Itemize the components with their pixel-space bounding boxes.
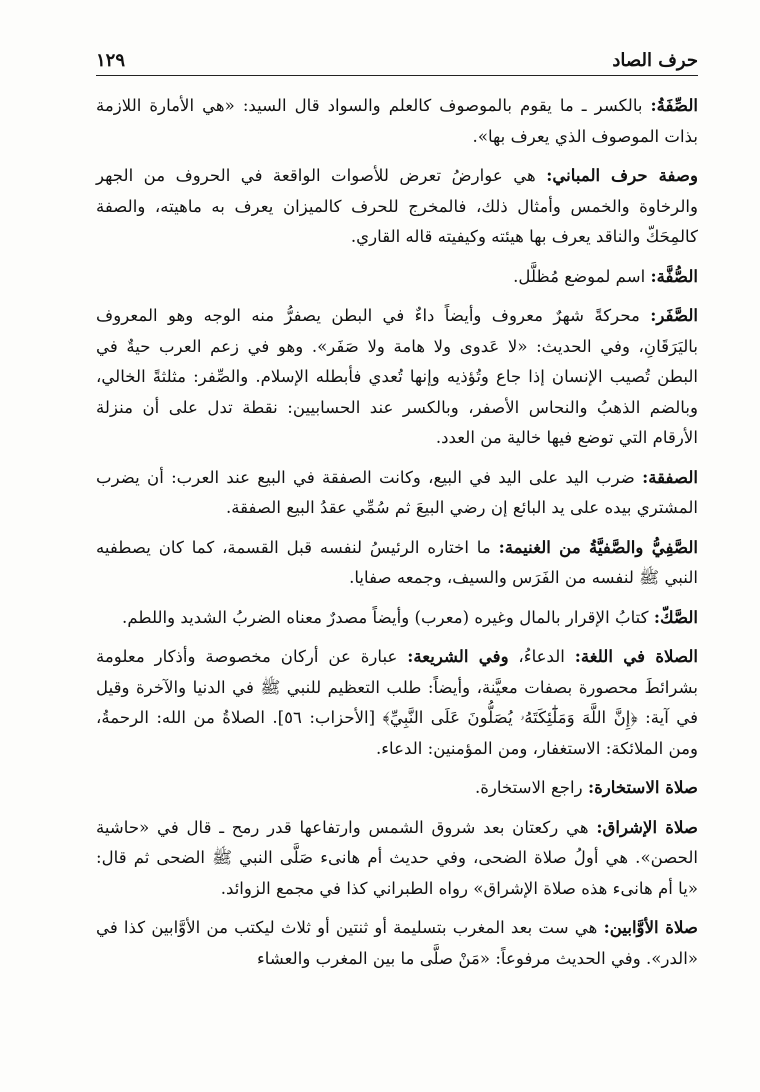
entry-text: محركةً شهرٌ معروف وأيضاً داءٌ في البطن يصفرُّ منه الوجه وهو المعروف باليَرَقَانِ، وفي الحديث: «لا عَدوى ولا هامة ولا صَفَر». وهو في زعم العرب حيةٌ في البطن تُصيب الإنسان إذا جاع وتُؤذيه وإنها تُعدي فأبطله الإسلام. والصِّفر: مثلثةً الخالي، وبالضم الذهبُ والنحاس الأصفر، وبالكسر عند الحسابيين: نقطة تدل على أن منزلة الأرقام التي توضع فيها خالية من العدد. <box>96 306 698 447</box>
entry-term: الصفقة: <box>642 466 698 487</box>
entry-term: وصفة حرف المباني: <box>546 165 698 185</box>
entry-term: الصلاة في اللغة: <box>574 646 699 666</box>
entry-sifat-harf <box>96 160 698 253</box>
entry-ishraq <box>96 812 698 905</box>
entry-alsakk <box>96 602 698 634</box>
entry-term: الصَّفَر: <box>650 305 698 325</box>
running-header <box>96 50 698 76</box>
entry-text: هي عوارضُ تعرض للأصوات الواقعة في الحروف من الجهر والرخاوة والخمس وأمثال ذلك، فالمخرج للحرف كالميزان يعرف به ماهيته، والصفة كالمِحَكّ والناقد يعرف بها هيئته وكيفيته قاله القاري. <box>96 166 698 246</box>
entry-alsafqa <box>96 462 698 524</box>
entry-alsafi <box>96 532 698 594</box>
entry-istikhara <box>96 772 698 804</box>
entry-text: هي ست بعد المغرب بتسليمة أو ثنتين أو ثلاث ليكتب من الأوَّابين كذا في «الدر». وفي الحديث مرفوعاً: «مَنْ صلَّى ما بين المغرب والعشاء <box>96 918 698 968</box>
entry-alsafar <box>96 300 698 454</box>
entry-text: كتابُ الإقرار بالمال وغيره (معرب) وأيضاً مصدرٌ معناه الضربُ الشديد واللطم. <box>122 607 654 627</box>
entry-text: ما اختاره الرئيسُ لنفسه قبل القسمة، كما كان يصطفيه النبي ﷺ لنفسه من الفَرَس والسيف، وجمعه صفايا. <box>96 537 698 587</box>
entry-text: الدعاءُ، <box>508 647 575 666</box>
entry-term: الصَّكّ: <box>653 606 698 627</box>
entry-term: صلاة الإشراق: <box>596 816 698 837</box>
entry-term: صلاة الاستخارة: <box>587 777 698 797</box>
entry-alsifa <box>96 90 698 152</box>
page-number: ١٢٩ <box>96 50 126 71</box>
entry-alsalat <box>96 641 698 764</box>
entry-text: هي ركعتان بعد شروق الشمس وارتفاعها قدر رمح ـ قال في «حاشية الحصن». هي أولُ صلاة الضحى، وفي حديث أم هانىء صَلَّى النبي ﷺ الضحى ثم قال: «يا أم هانىء هذه صلاة الإشراق» رواه الطبراني كذا في مجمع الزوائد. <box>96 817 698 898</box>
entry-awwabin <box>96 912 698 974</box>
entry-term: صلاة الأوَّابين: <box>603 917 698 937</box>
entry-term: الصَّفِيُّ والصَّفيَّةُ من الغنيمة: <box>498 536 698 557</box>
entry-text: اسم لموضع مُظلَّل. <box>513 266 651 286</box>
entry-text-secondary: عبارة عن أركان مخصوصة وأذكار معلومة بشرائطَ محصورة بصفات معيَّنة، وأيضاً: طلب التعظيم للنبي ﷺ في الدنيا والآخرة وقيل في آية: ﴿إِنَّ اللَّهَ وَمَلَٰٓئِكَتَهُۥ يُصَلُّونَ عَلَى النَّبِيِّ﴾ [الأحزاب: ٥٦]. الصلاةُ من الله: الرحمةُ، ومن الملائكة: الاستغفار، ومن المؤمنين: الدعاء. <box>96 647 698 758</box>
entry-term: الصُّفَّة: <box>650 265 698 286</box>
entry-alsuffa <box>96 261 698 293</box>
entry-term: الصِّفَةُ: <box>650 95 698 115</box>
entry-text: ضرب اليد على اليد في البيع، وكانت الصفقة في البيع عند العرب: أن يضرب المشتري بيده على يد البائع إن رضي البيعَ ثم سُمِّي عقدُ البيع الصفقة. <box>96 467 698 517</box>
entry-term-secondary: وفي الشريعة: <box>407 646 509 666</box>
chapter-title: حرف الصاد <box>612 50 698 71</box>
entry-text: بالكسر ـ ما يقوم بالموصوف كالعلم والسواد قال السيد: «هي الأمارة اللازمة بذات الموصوف الذي يعرف بها». <box>96 96 698 146</box>
entry-text: راجع الاستخارة. <box>474 778 588 797</box>
